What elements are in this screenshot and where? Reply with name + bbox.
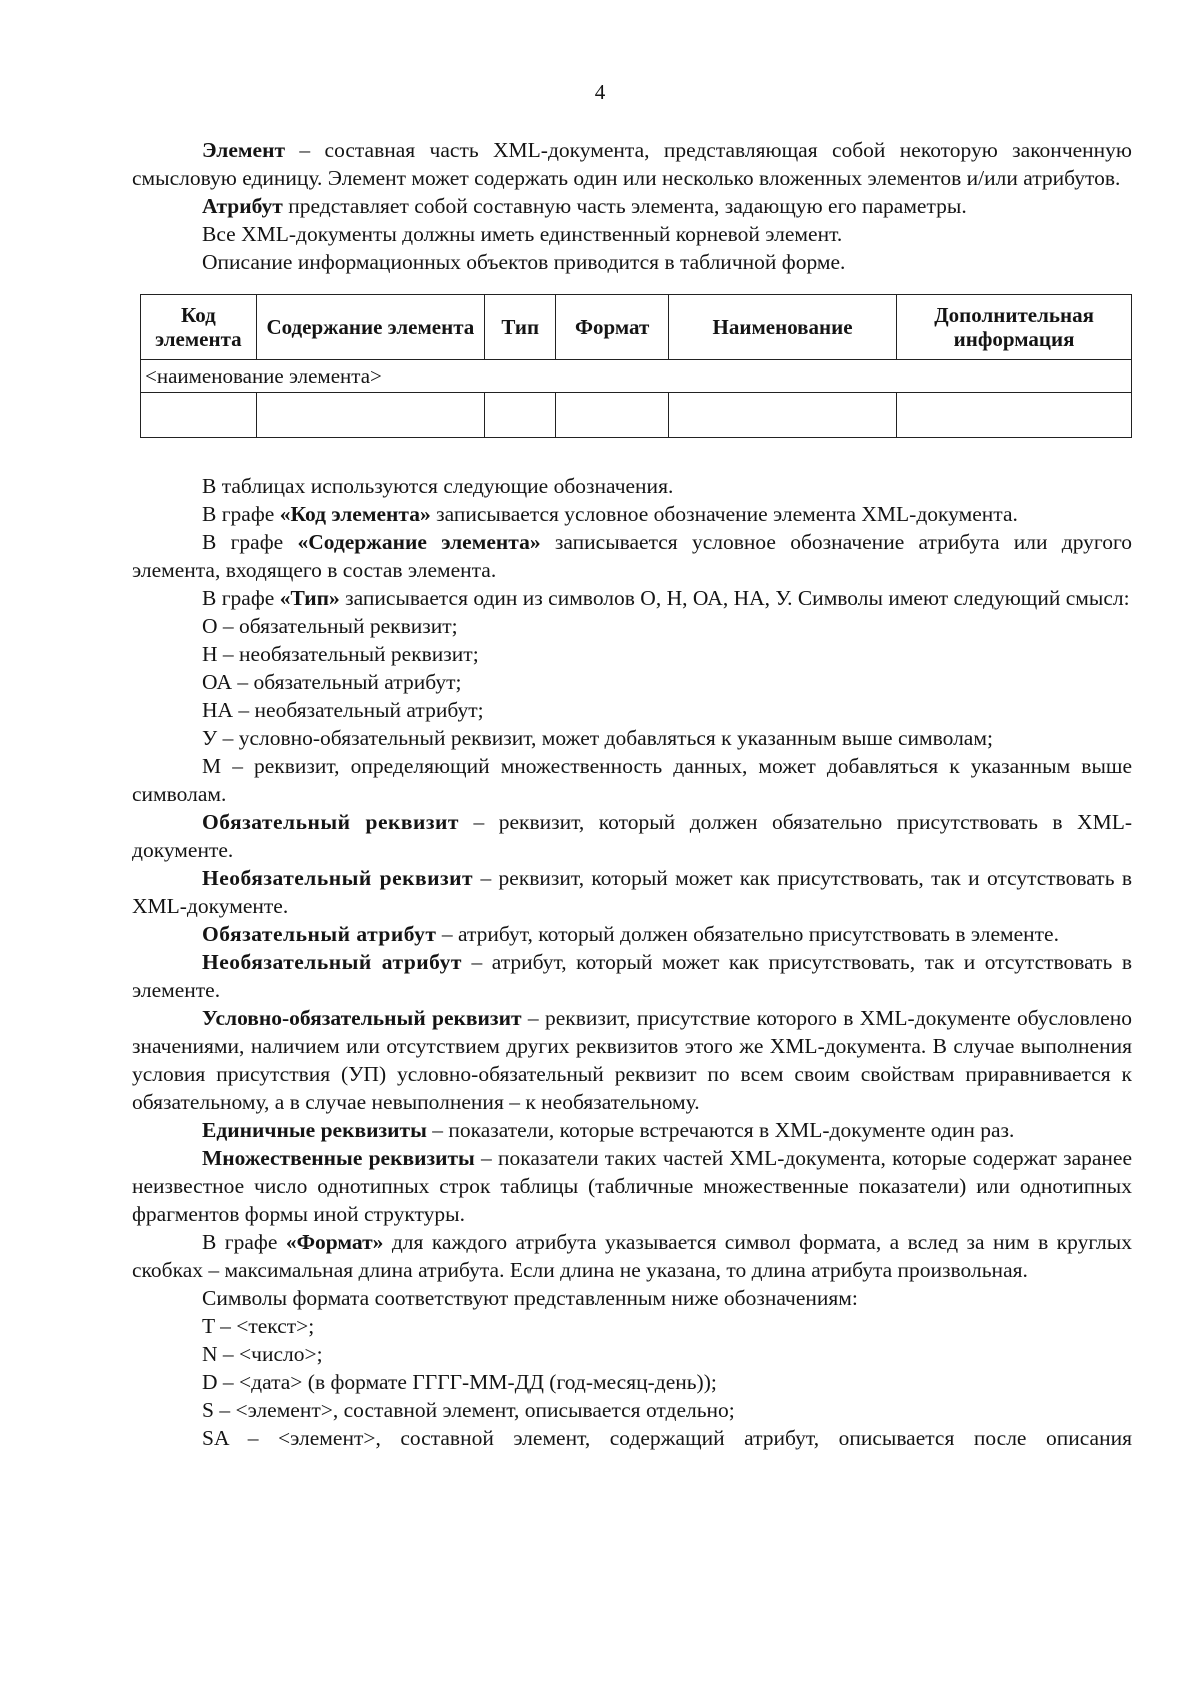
table-cell xyxy=(668,393,896,438)
format-symbol-item: T – <текст>; xyxy=(202,1314,315,1338)
format-symbol-item: S – <элемент>, составной элемент, описывается отдельно; xyxy=(202,1398,735,1422)
format-symbol-item: D – <дата> (в формате ГГГГ-ММ-ДД (год-месяц-день)); xyxy=(202,1370,717,1394)
table-cell xyxy=(141,393,257,438)
type-symbol-item: О – обязательный реквизит; xyxy=(202,614,458,638)
definition-optional-requisite: Необязательный реквизит – реквизит, который может как присутствовать, так и отсутствовать в XML-документе. xyxy=(132,866,1132,918)
table-header-row xyxy=(141,295,1132,360)
attribute-term: Атрибут xyxy=(202,194,283,218)
table-form-note: Описание информационных объектов приводится в табличной форме. xyxy=(202,250,846,274)
definition-mandatory-requisite: Обязательный реквизит – реквизит, который должен обязательно присутствовать в XML-документе. xyxy=(132,810,1132,862)
notation-type: В графе «Тип» записывается один из символов О, Н, ОА, НА, У. Символы имеют следующий смысл: xyxy=(202,586,1130,610)
type-symbol-item: ОА – обязательный атрибут; xyxy=(202,670,462,694)
multiplicity-symbol: М – реквизит, определяющий множественность данных, может добавляться к указанным выше символам. xyxy=(132,754,1132,806)
format-symbol-item: N – <число>; xyxy=(202,1342,323,1366)
header-name: Наименование xyxy=(668,295,896,360)
header-element-content: Содержание элемента xyxy=(256,295,484,360)
type-symbol-item: НА – необязательный атрибут; xyxy=(202,698,484,722)
definition-conditional-requisite: Условно-обязательный реквизит – реквизит, присутствие которого в XML-документе обусловлено значениями, наличием или отсутствием других реквизитов этого же XML-документа. В случае выполнения условия присутствия (УП) условно-обязательный реквизит по всем своим свойствам приравнивается к обязательному, а в случае невыполнения – к необязательному. xyxy=(132,1006,1132,1114)
notation-content: В графе «Содержание элемента» записывается условное обозначение атрибута или другого элемента, входящего в состав элемента. xyxy=(132,530,1132,582)
page-number: 4 xyxy=(594,80,606,104)
root-element-note: Все XML-документы должны иметь единственный корневой элемент. xyxy=(202,222,843,246)
definition-multiple-requisites: Множественные реквизиты – показатели таких частей XML-документа, которые содержат заранее неизвестное число однотипных строк таблицы (табличные множественные показатели) или однотипных фрагментов формы иной структуры. xyxy=(132,1146,1132,1226)
format-symbol-item: SA – <элемент>, составной элемент, содержащий атрибут, описывается после описания xyxy=(202,1426,1132,1450)
format-column-description: В графе «Формат» для каждого атрибута указывается символ формата, а вслед за ним в круглых скобках – максимальная длина атрибута. Если длина не указана, то длина атрибута произвольная. xyxy=(132,1230,1132,1282)
header-format: Формат xyxy=(556,295,669,360)
table-cell xyxy=(485,393,556,438)
format-symbols-intro: Символы формата соответствуют представленным ниже обозначениям: xyxy=(202,1286,858,1310)
type-symbol-item: У – условно-обязательный реквизит, может добавляться к указанным выше символам; xyxy=(202,726,993,750)
element-definition: Элемент – составная часть XML-документа, представляющая собой некоторую законченную смысловую единицу. Элемент может содержать один или несколько вложенных элементов и/или атрибутов. xyxy=(132,138,1132,190)
notation-code: В графе «Код элемента» записывается условное обозначение элемента XML-документа. xyxy=(202,502,1018,526)
page-content xyxy=(132,136,1132,1452)
header-type: Тип xyxy=(485,295,556,360)
definition-mandatory-attribute: Обязательный атрибут – атрибут, который должен обязательно присутствовать в элементе. xyxy=(202,922,1059,946)
header-element-code: Код элемента xyxy=(141,295,257,360)
table-cell xyxy=(556,393,669,438)
table-element-name-row xyxy=(141,360,1132,393)
element-name-placeholder: <наименование элемента> xyxy=(141,360,1132,393)
table-empty-row xyxy=(141,393,1132,438)
type-symbol-item: Н – необязательный реквизит; xyxy=(202,642,479,666)
header-additional-info: Дополнительная информация xyxy=(897,295,1132,360)
element-term: Элемент xyxy=(202,138,286,162)
table-cell xyxy=(897,393,1132,438)
attribute-definition: Атрибут представляет собой составную часть элемента, задающую его параметры. xyxy=(202,194,967,218)
notation-intro: В таблицах используются следующие обозначения. xyxy=(202,474,674,498)
table-cell xyxy=(256,393,484,438)
definition-optional-attribute: Необязательный атрибут – атрибут, который может как присутствовать, так и отсутствовать в элементе. xyxy=(132,950,1132,1002)
definition-single-requisites: Единичные реквизиты – показатели, которые встречаются в XML-документе один раз. xyxy=(202,1118,1015,1142)
info-object-table xyxy=(140,294,1132,438)
